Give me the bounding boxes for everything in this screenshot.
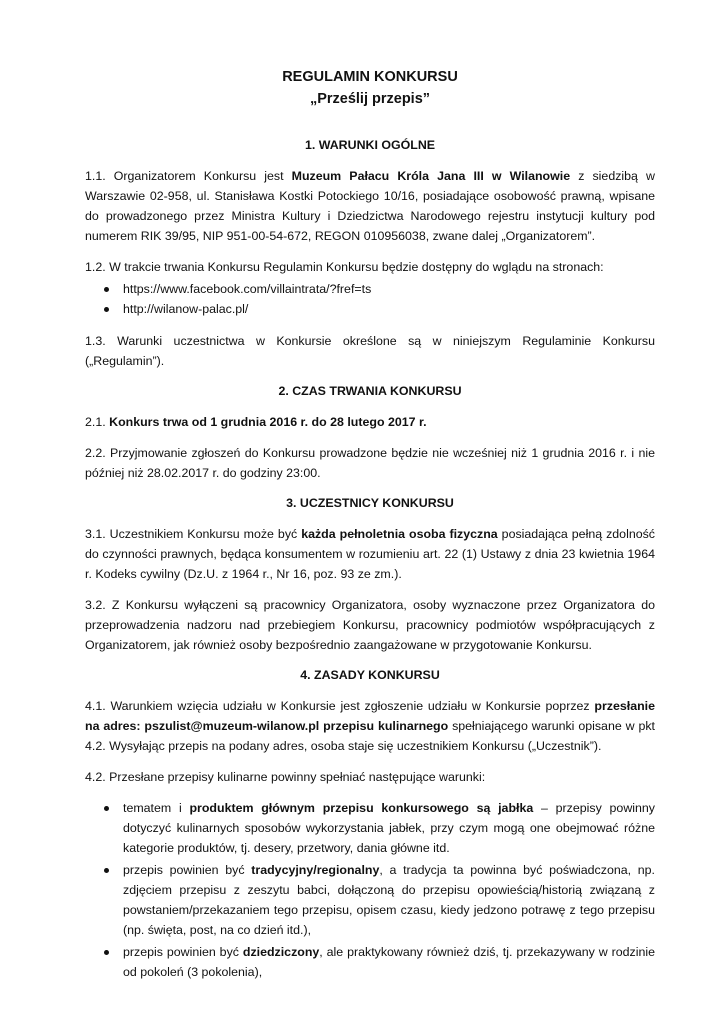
link-wilanow[interactable]: http://wilanow-palac.pl/ xyxy=(107,299,655,319)
section-4-heading: 4. ZASADY KONKURSU xyxy=(300,668,440,682)
condition-item: przepis powinien być tradycyjny/regionalny, a tradycja ta powinna być poświadczona, np. zdjęciem przepisu z zeszytu babci, dołączoną do przepisu opowieścią/historią związaną z powstaniem/przekazaniem tego przepisu, opisem czasu, kiedy jedzono potrawę z tego przepisu (np. święta, post, na co dzień itd.), xyxy=(107,860,655,940)
conditions-list xyxy=(85,798,655,982)
paragraph-3-1: 3.1. Uczestnikiem Konkursu może być każda pełnoletnia osoba fizyczna posiadająca pełną zdolność do czynności prawnych, będąca konsumentem w rozumieniu art. 22 (1) Ustawy z dnia 23 kwietnia 1964 r. Kodeks cywilny (Dz.U. z 1964 r., Nr 16, poz. 93 ze zm.). xyxy=(85,527,655,581)
document-page xyxy=(85,66,655,994)
paragraph-2-1: 2.1. Konkurs trwa od 1 grudnia 2016 r. do 28 lutego 2017 r. xyxy=(85,415,427,429)
link-facebook[interactable]: https://www.facebook.com/villaintrata/?fref=ts xyxy=(107,279,655,299)
section-2-heading: 2. CZAS TRWANIA KONKURSU xyxy=(278,384,462,398)
document-subtitle: „Prześlij przepis” xyxy=(309,91,431,107)
document-title: REGULAMIN KONKURSU xyxy=(282,69,458,85)
organizer-name: Muzeum Pałacu Króla Jana III w Wilanowie xyxy=(291,169,571,183)
condition-item: tematem i produktem głównym przepisu konkursowego są jabłka – przepisy powinny dotyczyć kulinarnych sposobów wykorzystania jabłek, przy czym mogą one obejmować różne kategorie produktów, tj. desery, przetwory, dania główne itd. xyxy=(107,798,655,858)
section-1-heading: 1. WARUNKI OGÓLNE xyxy=(304,138,436,152)
paragraph-4-1: 4.1. Warunkiem wzięcia udziału w Konkursie jest zgłoszenie udziału w Konkursie poprzez przesłanie na adres: pszulist@muzeum-wilanow.pl przepisu kulinarnego spełniającego warunki opisane w pkt 4.2. Wysyłając przepis na podany adres, osoba staje się uczestnikiem Konkursu („Uczestnik”). xyxy=(85,699,655,753)
paragraph-1-3: 1.3. Warunki uczestnictwa w Konkursie określone są w niniejszym Regulaminie Konkursu („Regulamin”). xyxy=(85,334,655,368)
paragraph-2-2: 2.2. Przyjmowanie zgłoszeń do Konkursu prowadzone będzie nie wcześniej niż 1 grudnia 2016 r. i nie później niż 28.02.2017 r. do godziny 23:00. xyxy=(85,446,655,480)
link-list xyxy=(85,279,655,319)
section-3-heading: 3. UCZESTNICY KONKURSU xyxy=(286,496,454,510)
paragraph-1-2: 1.2. W trakcie trwania Konkursu Regulamin Konkursu będzie dostępny do wglądu na stronach: xyxy=(85,260,604,274)
paragraph-3-2: 3.2. Z Konkursu wyłączeni są pracownicy Organizatora, osoby wyznaczone przez Organizatora do przeprowadzenia nadzoru nad przebiegiem Konkursu, pracownicy podmiotów współpracujących z Organizatorem, jak również osoby bezpośrednio zaangażowane w przygotowanie Konkursu. xyxy=(85,598,655,652)
paragraph-4-2: 4.2. Przesłane przepisy kulinarne powinny spełniać następujące warunki: xyxy=(85,770,486,784)
paragraph-1-1: 1.1. Organizatorem Konkursu jest Muzeum Pałacu Króla Jana III w Wilanowie z siedzibą w Warszawie 02-958, ul. Stanisława Kostki Potockiego 10/16, posiadające osobowość prawną, wpisane do prowadzonego przez Ministra Kultury i Dziedzictwa Narodowego rejestru instytucji kultury pod numerem RIK 39/95, NIP 951-00-54-672, REGON 010956038, zwane dalej „Organizatorem”. xyxy=(85,169,655,243)
condition-item: przepis powinien być dziedziczony, ale praktykowany również dziś, tj. przekazywany w rodzinie od pokoleń (3 pokolenia), xyxy=(107,942,655,982)
